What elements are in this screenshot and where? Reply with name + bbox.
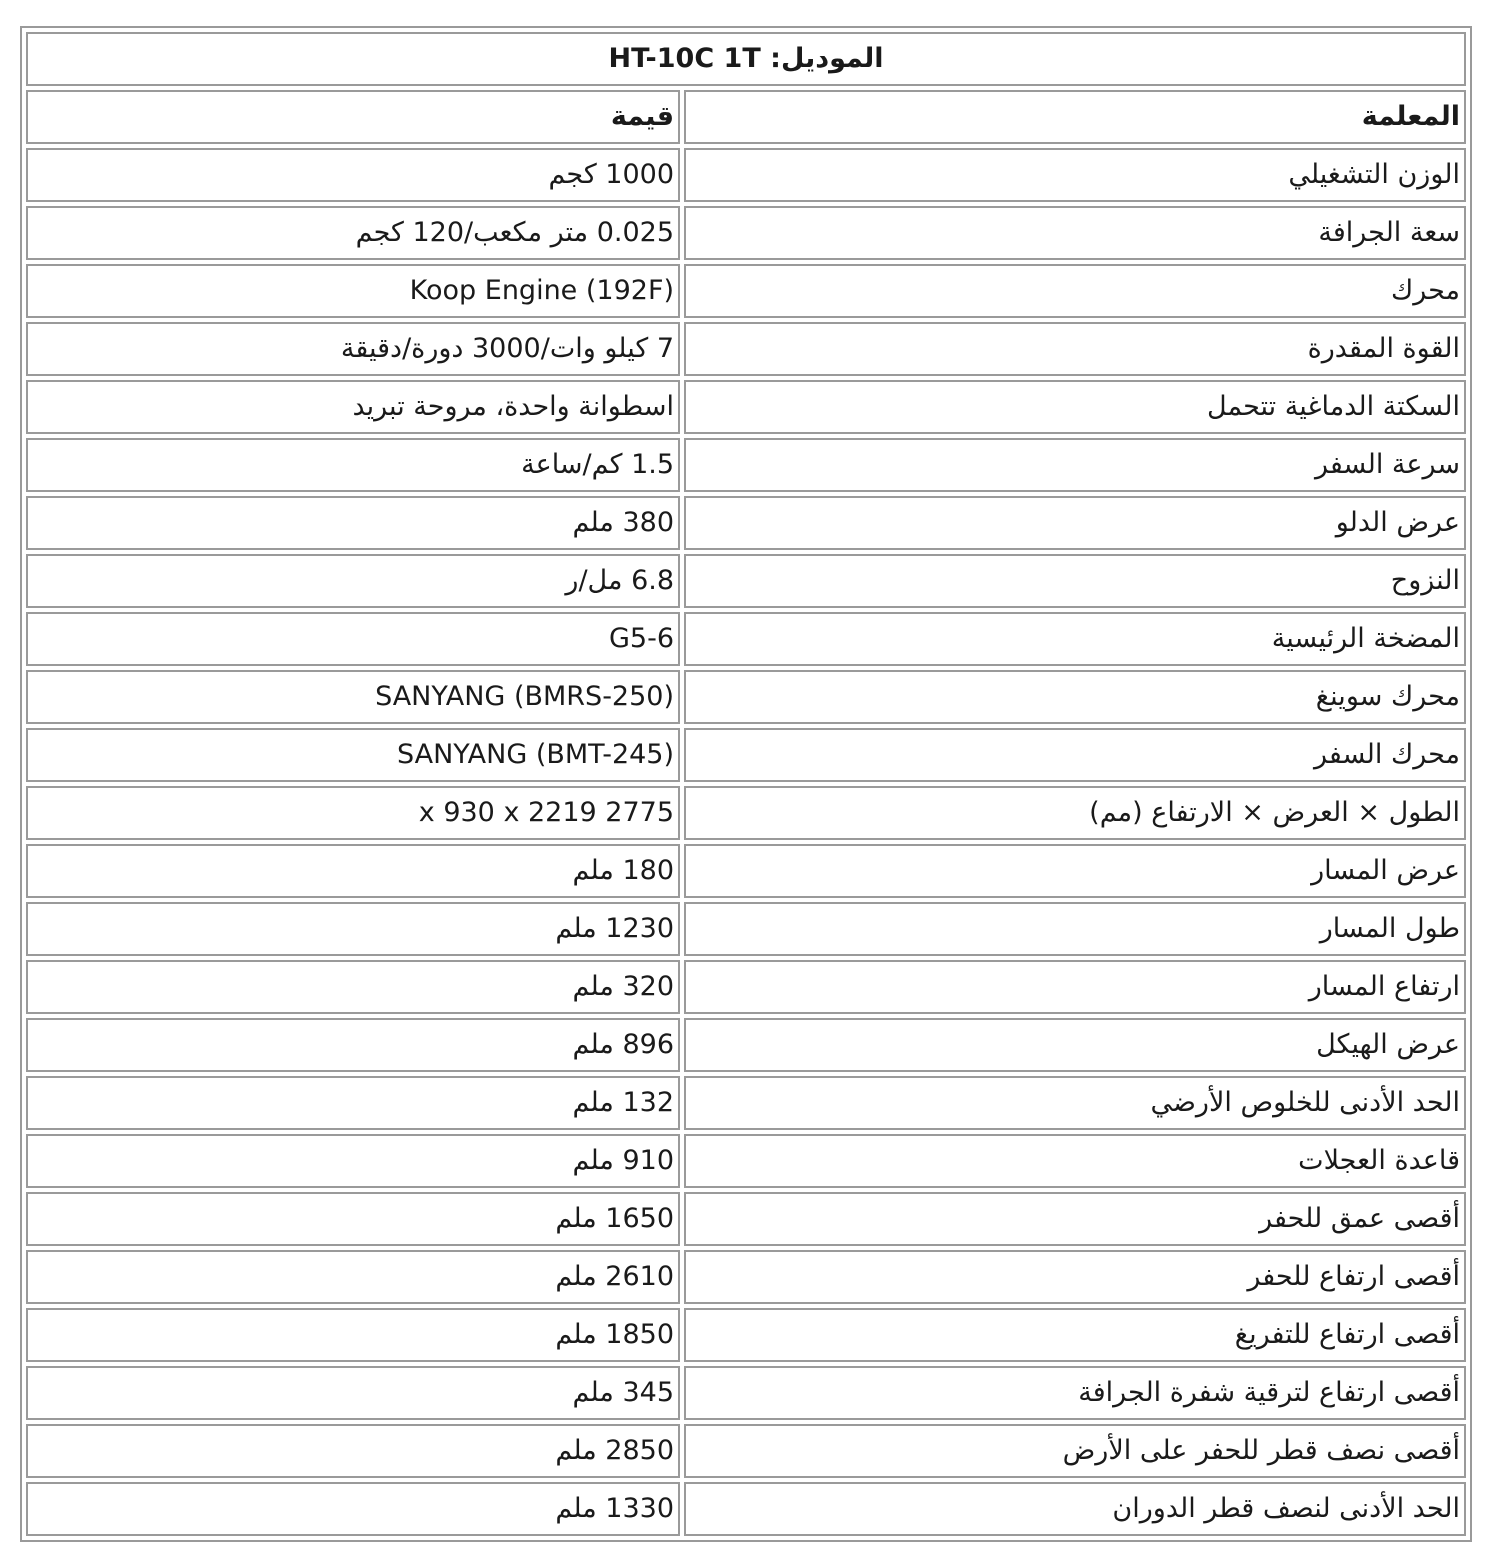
value-cell — [26, 264, 680, 318]
value-cell — [26, 670, 680, 724]
table-row — [26, 438, 1466, 492]
value-text: SANYANG (BMT-245) — [396, 739, 675, 770]
table-row — [26, 322, 1466, 376]
value-text: 1000 كجم — [548, 159, 675, 190]
table-row — [26, 786, 1466, 840]
value-cell — [26, 380, 680, 434]
parameter-cell: ارتفاع المسار — [684, 960, 1466, 1014]
parameter-cell: محرك السفر — [684, 728, 1466, 782]
header-row — [26, 90, 1466, 144]
table-row — [26, 1308, 1466, 1362]
table-row — [26, 1424, 1466, 1478]
header-parameter: المعلمة — [684, 90, 1466, 144]
value-text: 132 ملم — [572, 1087, 675, 1118]
parameter-cell: النزوح — [684, 554, 1466, 608]
parameter-cell: الحد الأدنى لنصف قطر الدوران — [684, 1482, 1466, 1536]
value-cell — [26, 844, 680, 898]
table-row — [26, 554, 1466, 608]
parameter-cell: عرض الهيكل — [684, 1018, 1466, 1072]
value-text: 2850 ملم — [555, 1435, 675, 1466]
value-cell — [26, 1250, 680, 1304]
value-text: 1230 ملم — [555, 913, 675, 944]
value-cell — [26, 1192, 680, 1246]
parameter-cell: محرك — [684, 264, 1466, 318]
parameter-cell: سعة الجرافة — [684, 206, 1466, 260]
value-cell — [26, 496, 680, 550]
parameter-cell: السكتة الدماغية تتحمل — [684, 380, 1466, 434]
value-cell — [26, 1018, 680, 1072]
parameter-cell: قاعدة العجلات — [684, 1134, 1466, 1188]
table-row — [26, 1366, 1466, 1420]
value-text: x 930 x 2219 2775 — [418, 797, 675, 828]
value-text: 345 ملم — [572, 1377, 675, 1408]
table-row — [26, 206, 1466, 260]
value-text: 320 ملم — [572, 971, 675, 1002]
value-cell — [26, 322, 680, 376]
spec-table-container — [20, 26, 1470, 1538]
value-cell — [26, 960, 680, 1014]
table-row — [26, 1134, 1466, 1188]
value-text: 1850 ملم — [555, 1319, 675, 1350]
value-cell — [26, 612, 680, 666]
value-text: 0.025 متر مكعب/120 كجم — [355, 217, 675, 248]
table-row — [26, 264, 1466, 318]
value-cell — [26, 438, 680, 492]
parameter-cell: أقصى عمق للحفر — [684, 1192, 1466, 1246]
value-text: اسطوانة واحدة، مروحة تبريد — [352, 391, 675, 422]
value-cell — [26, 902, 680, 956]
value-text: SANYANG (BMRS-250) — [375, 681, 675, 712]
value-cell — [26, 728, 680, 782]
value-text: G5-6 — [608, 623, 675, 654]
value-cell — [26, 1366, 680, 1420]
table-row — [26, 728, 1466, 782]
table-row — [26, 1076, 1466, 1130]
spec-table — [20, 26, 1472, 1542]
table-row — [26, 148, 1466, 202]
parameter-cell: الحد الأدنى للخلوص الأرضي — [684, 1076, 1466, 1130]
table-row — [26, 1018, 1466, 1072]
table-row — [26, 1192, 1466, 1246]
value-text: 380 ملم — [572, 507, 675, 538]
value-cell — [26, 206, 680, 260]
table-row — [26, 1482, 1466, 1536]
parameter-cell: محرك سوينغ — [684, 670, 1466, 724]
parameter-cell: الوزن التشغيلي — [684, 148, 1466, 202]
model-title — [26, 32, 1466, 86]
parameter-cell: عرض المسار — [684, 844, 1466, 898]
table-row — [26, 960, 1466, 1014]
table-row — [26, 1250, 1466, 1304]
value-text: 2610 ملم — [555, 1261, 675, 1292]
model-value: HT-10C 1T — [608, 43, 761, 74]
parameter-cell: أقصى ارتفاع لترقية شفرة الجرافة — [684, 1366, 1466, 1420]
value-text: 910 ملم — [572, 1145, 675, 1176]
table-row — [26, 844, 1466, 898]
value-text: 896 ملم — [572, 1029, 675, 1060]
spec-rows — [26, 148, 1466, 1536]
value-text: 180 ملم — [572, 855, 675, 886]
value-cell — [26, 1134, 680, 1188]
table-row — [26, 496, 1466, 550]
value-text: 1.5 كم/ساعة — [521, 449, 675, 480]
value-text: 1650 ملم — [555, 1203, 675, 1234]
table-row — [26, 670, 1466, 724]
table-row — [26, 380, 1466, 434]
model-label: الموديل: — [770, 43, 884, 74]
model-row — [26, 32, 1466, 86]
value-cell — [26, 554, 680, 608]
parameter-cell: طول المسار — [684, 902, 1466, 956]
parameter-cell: عرض الدلو — [684, 496, 1466, 550]
parameter-cell: أقصى نصف قطر للحفر على الأرض — [684, 1424, 1466, 1478]
parameter-cell: أقصى ارتفاع للحفر — [684, 1250, 1466, 1304]
parameter-cell: المضخة الرئيسية — [684, 612, 1466, 666]
value-cell — [26, 786, 680, 840]
table-row — [26, 902, 1466, 956]
value-text: Koop Engine (192F) — [409, 275, 675, 306]
value-text: 6.8 مل/ر — [565, 565, 675, 596]
value-cell — [26, 1424, 680, 1478]
value-cell — [26, 1076, 680, 1130]
value-text: 1330 ملم — [555, 1493, 675, 1524]
header-value: قيمة — [26, 90, 680, 144]
value-cell — [26, 1482, 680, 1536]
parameter-cell: سرعة السفر — [684, 438, 1466, 492]
value-cell — [26, 148, 680, 202]
table-row — [26, 612, 1466, 666]
parameter-cell: الطول × العرض × الارتفاع (مم) — [684, 786, 1466, 840]
parameter-cell: أقصى ارتفاع للتفريغ — [684, 1308, 1466, 1362]
parameter-cell: القوة المقدرة — [684, 322, 1466, 376]
value-text: 7 كيلو وات/3000 دورة/دقيقة — [340, 333, 675, 364]
value-cell — [26, 1308, 680, 1362]
